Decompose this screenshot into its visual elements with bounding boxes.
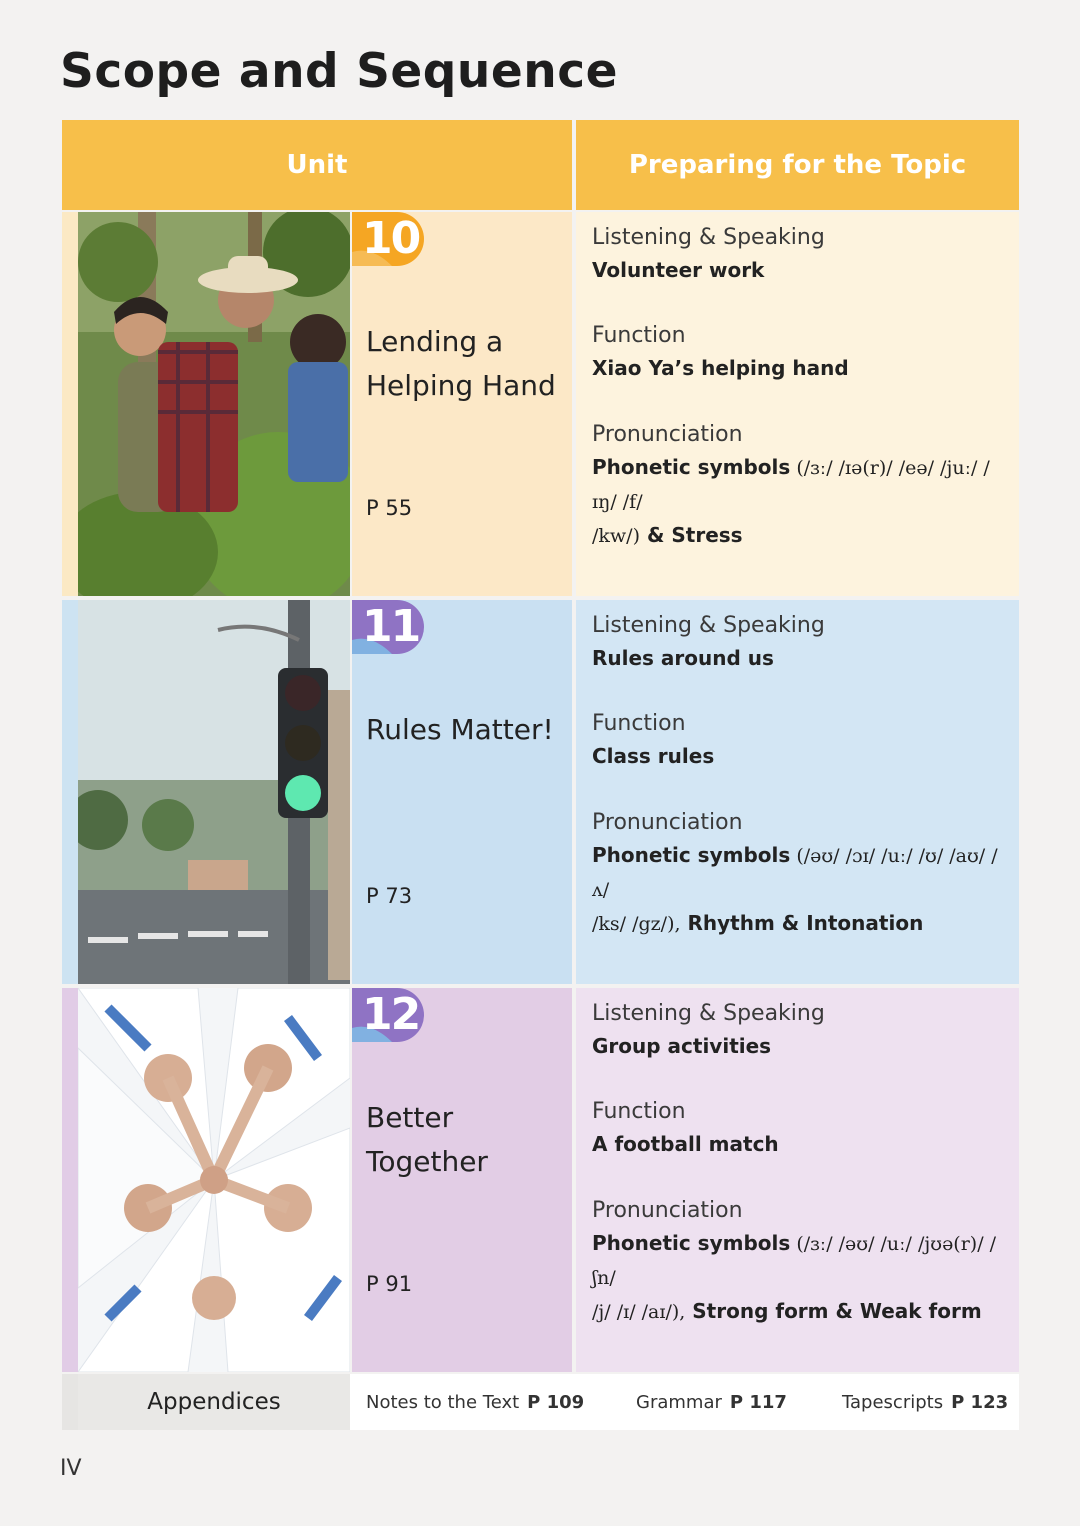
function-label: Function xyxy=(592,323,686,348)
ls-value: Rules around us xyxy=(592,646,774,670)
appendix-notes[interactable] xyxy=(366,1374,584,1430)
ls-value: Volunteer work xyxy=(592,258,765,282)
unit-number: 10 xyxy=(362,213,420,264)
topic-cell xyxy=(576,988,1019,1372)
function-value: A football match xyxy=(592,1132,779,1156)
appendix-grammar[interactable] xyxy=(636,1374,787,1430)
unit-row-12 xyxy=(62,988,1019,1372)
pronunciation-lead: Phonetic symbols xyxy=(592,843,791,867)
ls-label: Listening & Speaking xyxy=(592,613,825,638)
phonetic-symbols: (/ɜː/ /əʊ/ /uː/ /jʊə(r)/ /ʃn/ xyxy=(592,1233,997,1289)
row-strip xyxy=(62,988,78,1372)
pronunciation-tail: & Stress xyxy=(640,523,743,547)
row-strip xyxy=(62,212,78,596)
unit-number-badge xyxy=(352,600,424,654)
pronunciation-tail: Rhythm & Intonation xyxy=(680,911,924,935)
unit-cell xyxy=(352,988,572,1372)
phonetic-symbols-cont: /kw/) xyxy=(592,525,640,547)
header-topic: Preparing for the Topic xyxy=(576,120,1019,210)
unit-title: Lending a Helping Hand xyxy=(366,325,556,402)
topic-cell xyxy=(576,600,1019,984)
pronunciation-label: Pronunciation xyxy=(592,422,743,447)
unit-page: P 55 xyxy=(366,496,413,520)
row-strip xyxy=(62,1374,78,1430)
students-circle-photo xyxy=(78,988,350,1372)
function-value: Class rules xyxy=(592,744,715,768)
ls-label: Listening & Speaking xyxy=(592,225,825,250)
appendices-row xyxy=(62,1374,1019,1430)
page-title: Scope and Sequence xyxy=(60,44,618,99)
unit-page: P 91 xyxy=(366,1272,413,1296)
volunteers-gardening-photo xyxy=(78,212,350,596)
traffic-light-photo xyxy=(78,600,350,984)
appendix-tapescripts[interactable] xyxy=(842,1374,1008,1430)
unit-title: Rules Matter! xyxy=(366,713,554,746)
page-number: IV xyxy=(60,1456,82,1481)
pronunciation-label: Pronunciation xyxy=(592,810,743,835)
unit-cell xyxy=(352,212,572,596)
unit-number: 11 xyxy=(362,601,420,652)
appendix-page: P 123 xyxy=(951,1391,1009,1413)
unit-cell xyxy=(352,600,572,984)
appendix-name: Tapescripts xyxy=(842,1391,944,1413)
appendices-label: Appendices xyxy=(78,1374,350,1430)
function-label: Function xyxy=(592,711,686,736)
appendix-name: Notes to the Text xyxy=(366,1391,520,1413)
pronunciation-tail: Strong form & Weak form xyxy=(685,1299,982,1323)
phonetic-symbols-cont: /j/ /ɪ/ /aɪ/), xyxy=(592,1301,686,1323)
row-strip xyxy=(62,600,78,984)
unit-number-badge xyxy=(352,988,424,1042)
ls-label: Listening & Speaking xyxy=(592,1001,825,1026)
function-value: Xiao Ya’s helping hand xyxy=(592,356,849,380)
phonetic-symbols-cont: /ks/ /gz/), xyxy=(592,913,681,935)
header-unit: Unit xyxy=(62,120,572,210)
pronunciation-lead: Phonetic symbols xyxy=(592,1231,791,1255)
appendix-page: P 109 xyxy=(527,1391,585,1413)
unit-number: 12 xyxy=(362,989,420,1040)
topic-cell xyxy=(576,212,1019,596)
function-label: Function xyxy=(592,1099,686,1124)
phonetic-symbols: (/ɜː/ /ɪə(r)/ /eə/ /juː/ /ɪŋ/ /f/ xyxy=(592,457,990,513)
unit-title: Better Together xyxy=(366,1101,488,1178)
ls-value: Group activities xyxy=(592,1034,772,1058)
phonetic-symbols: (/əʊ/ /ɔɪ/ /uː/ /ʊ/ /aʊ/ /ʌ/ xyxy=(592,845,998,901)
pronunciation-lead: Phonetic symbols xyxy=(592,455,791,479)
unit-row-10 xyxy=(62,212,1019,596)
appendix-name: Grammar xyxy=(636,1391,722,1413)
unit-number-badge xyxy=(352,212,424,266)
unit-row-11 xyxy=(62,600,1019,984)
pronunciation-label: Pronunciation xyxy=(592,1198,743,1223)
unit-page: P 73 xyxy=(366,884,413,908)
appendix-page: P 117 xyxy=(729,1391,787,1413)
